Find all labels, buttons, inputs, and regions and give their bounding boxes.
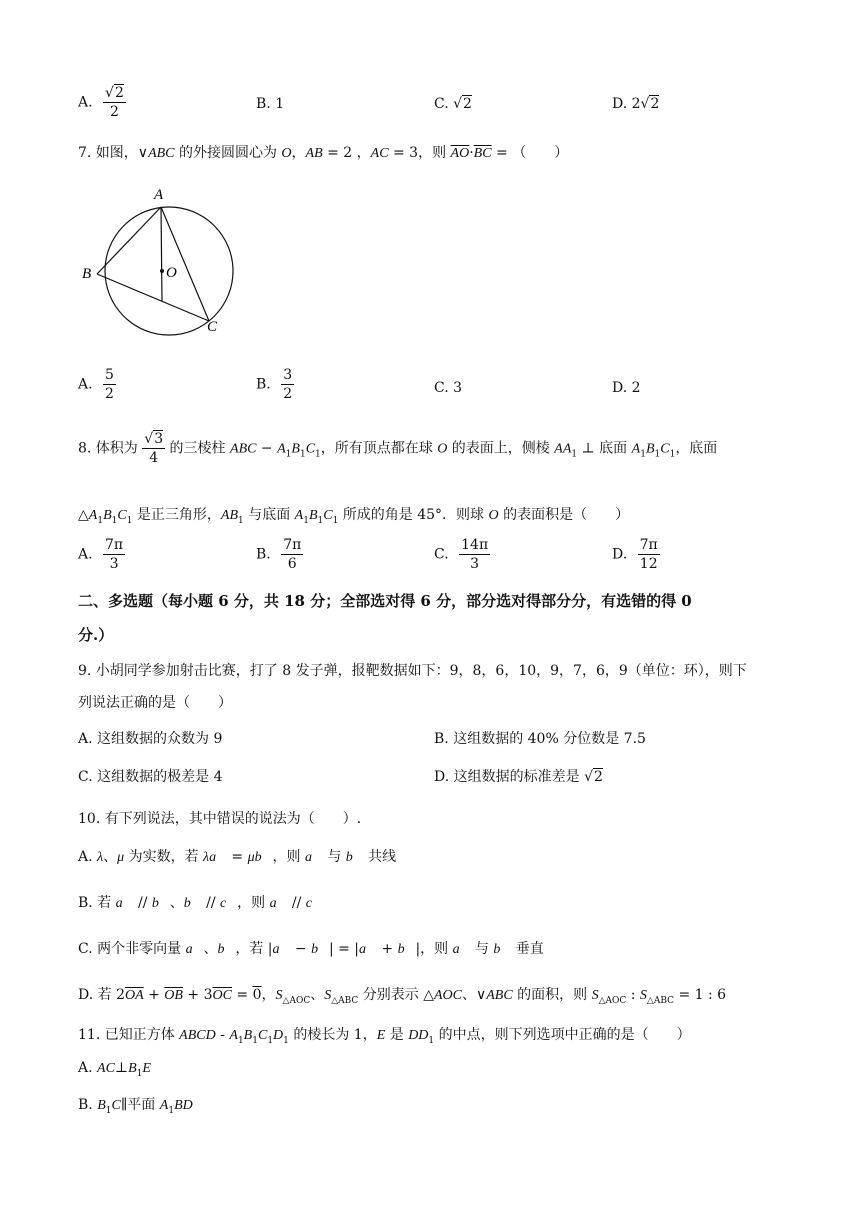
q7-circle-figure	[80, 180, 260, 338]
q10-option-b: B. 若 a⃗ // b⃗、b⃗ // c⃗，则 a⃗ // c⃗	[78, 895, 323, 911]
q7-stem: 7. 如图，∨ABC 的外接圆圆心为 O，AB = 2 ，AC = 3，则 $\overline{AO}\cdot\overline{BC}$ = （ ）	[78, 145, 569, 161]
section-title-line1: 二、多选题（每小题 6 分，共 18 分；全部选对得 6 分，部分选对得部分分，有选错的得 0	[78, 592, 692, 610]
q9-option-a: A. 这组数据的众数为 9	[78, 731, 223, 747]
q7-option-c: C. 3	[434, 380, 463, 396]
label-b: B	[82, 266, 92, 282]
q9-option-c: C. 这组数据的极差是 4	[78, 769, 223, 785]
q7-option-a: A. $\frac{5}{2}$	[78, 367, 114, 402]
q8-option-a: A. $\frac{7\pi}{3}$	[78, 537, 124, 572]
q8-stem-line2: $\triangle A_1B_1C_1$ 是正三角形，$AB_1$ 与底面 $A_1B_1C_1$ 所成的角是 45°．则球 O 的表面积是（ ）	[78, 507, 630, 526]
q10-option-c: C. 两个非零向量 a⃗、b⃗，若 |a⃗ − b⃗| = |a⃗ + b⃗|，则 a⃗ 与 b⃗ 垂直	[78, 941, 544, 957]
label-c: C	[207, 319, 218, 335]
q8-option-d: D. $\frac{7\pi}{12}$	[612, 537, 658, 572]
label-o: O	[166, 265, 177, 281]
q11-option-b: B. $B_1C\parallel$平面 $A_1BD$	[78, 1097, 193, 1116]
q6-option-a-fraction: $\frac{√2}{2}$	[105, 85, 124, 120]
section-title-line2: 分.）	[78, 626, 114, 644]
q9-option-b: B. 这组数据的 40% 分位数是 7.5	[434, 731, 646, 747]
q8-stem-line1: 8. 体积为 $\frac{√3}{4}$ 的三棱柱 ABC − $A_1B_1C_1$，所有顶点都在球 O 的表面上，侧棱 $AA_1$ ⊥ 底面 $A_1B_1C_1$，底面	[78, 431, 718, 466]
q9-stem-line2: 列说法正确的是（ ）	[78, 695, 232, 711]
q8-option-b: B. $\frac{7\pi}{6}$	[256, 537, 302, 572]
q7-option-b: B. $\frac{3}{2}$	[256, 367, 293, 402]
q6-option-a	[78, 86, 126, 119]
q6-option-c: C. √2	[434, 96, 472, 112]
q11-stem: 11. 已知正方体 ABCD - $A_1B_1C_1D_1$ 的棱长为 1，E 是 $DD_1$ 的中点，则下列选项中正确的是（ ）	[78, 1027, 691, 1046]
q6-option-d: D. 2√2	[612, 96, 660, 112]
q10-option-a: A. λ、μ 为实数，若 λa⃗ = μb⃗，则 a⃗ 与 b⃗ 共线	[78, 849, 397, 865]
q7-option-d: D. 2	[612, 380, 641, 396]
q9-option-d: D. 这组数据的标准差是 √2	[434, 769, 603, 785]
q10-option-d: D. 若 $2\overline{OA} + \overline{OB} + 3\overline{OC} = 0$，$S_{\triangle AOC}$、$S_{\triangle ABC}$ 分别表示 △AOC、∨ABC 的面积，则 $S_{\triangle AOC}$ : $S_{\triangle ABC} = 1$ : 6	[78, 987, 727, 1006]
q6-option-a-label: A.	[78, 94, 93, 111]
q9-stem-line1: 9. 小胡同学参加射击比赛，打了 8 发子弹，报靶数据如下：9，8，6，10，9，7，6，9（单位：环），则下	[78, 663, 747, 679]
q11-option-a: A. $AC\perp B_1E$	[78, 1060, 151, 1079]
q10-stem: 10. 有下列说法，其中错误的说法为（ ）.	[78, 811, 362, 827]
q6-option-b: B. 1	[256, 96, 285, 112]
side-ab	[97, 207, 161, 274]
segment-ao	[161, 207, 162, 301]
center-point-o	[160, 269, 164, 273]
q8-option-c: C. $\frac{14\pi}{3}$	[434, 537, 489, 572]
label-a: A	[154, 187, 164, 203]
